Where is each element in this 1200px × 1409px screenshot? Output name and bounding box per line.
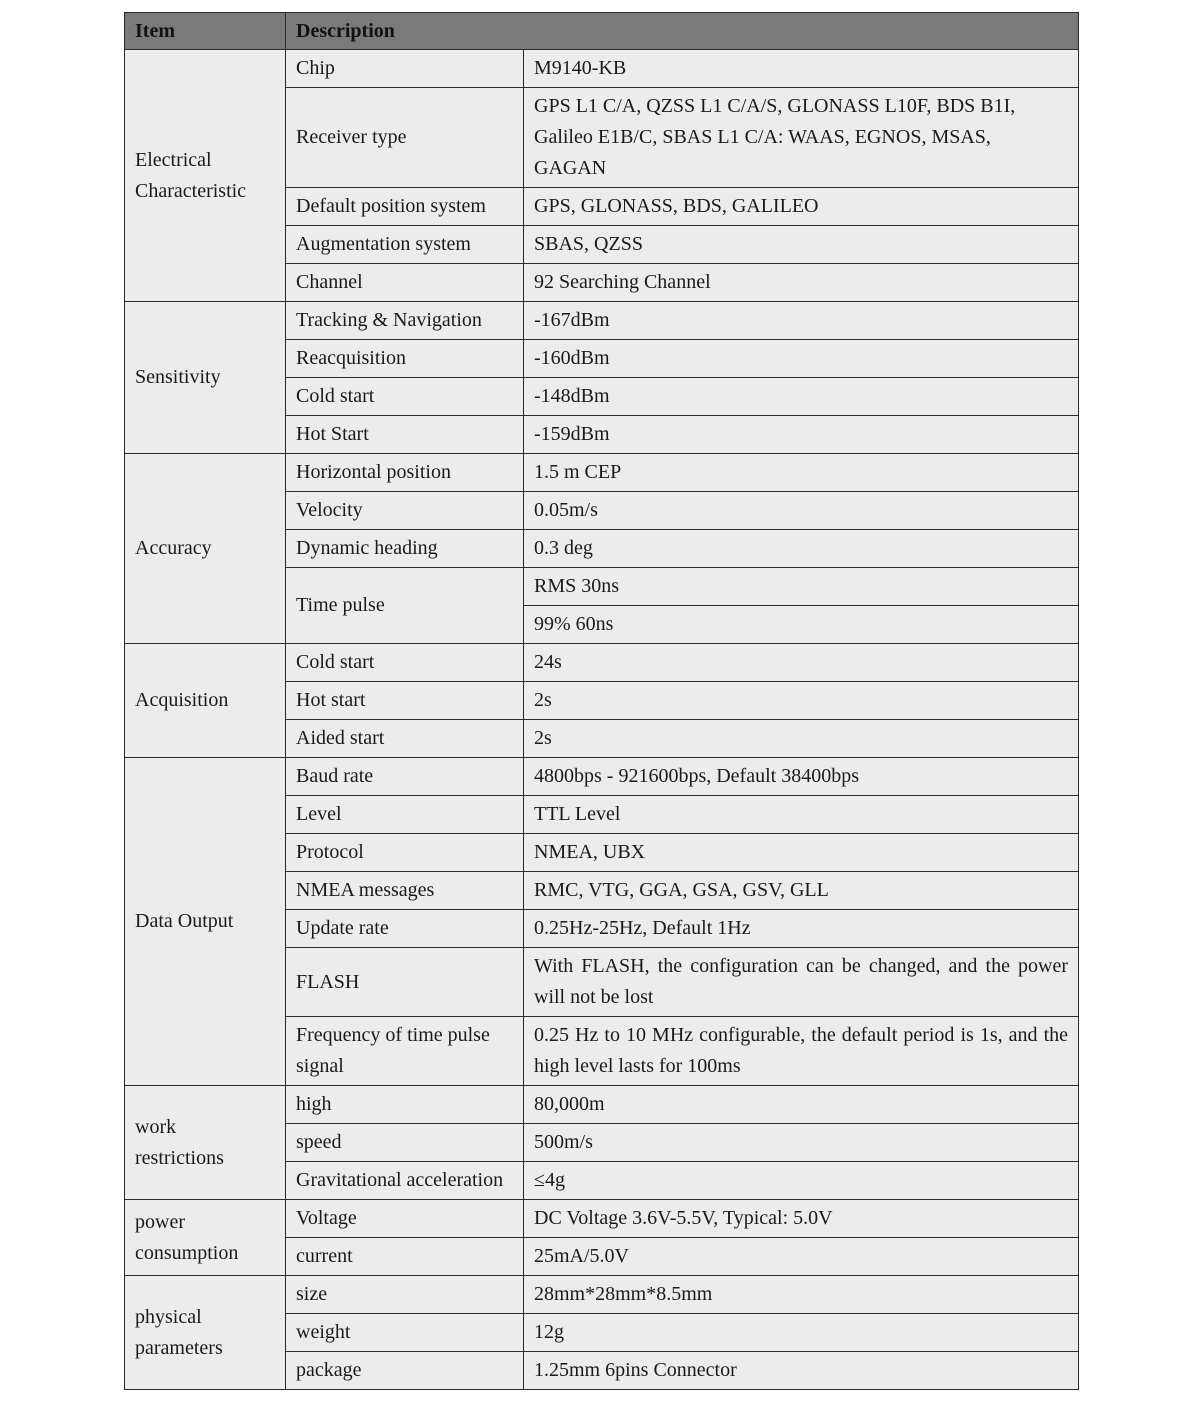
spec-value: 25mA/5.0V xyxy=(524,1238,1079,1276)
group-name-line: consumption xyxy=(135,1241,239,1264)
spec-label: Horizontal position xyxy=(286,454,524,492)
spec-value: RMC, VTG, GGA, GSA, GSV, GLL xyxy=(524,872,1079,910)
table-row xyxy=(125,644,1079,682)
spec-label: Receiver type xyxy=(286,88,524,188)
spec-label: Frequency of time pulse signal xyxy=(286,1017,524,1086)
spec-label: package xyxy=(286,1352,524,1390)
spec-label: Aided start xyxy=(286,720,524,758)
spec-label: Hot start xyxy=(286,682,524,720)
spec-value: 2s xyxy=(524,682,1079,720)
group-name-line: Characteristic xyxy=(135,179,247,202)
spec-label: Level xyxy=(286,796,524,834)
spec-value: 80,000m xyxy=(524,1086,1079,1124)
table-row xyxy=(125,1086,1079,1124)
spec-value: -160dBm xyxy=(524,340,1079,378)
spec-label: high xyxy=(286,1086,524,1124)
spec-value: M9140-KB xyxy=(524,50,1079,88)
spec-value: 0.25Hz-25Hz, Default 1Hz xyxy=(524,910,1079,948)
spec-label: Protocol xyxy=(286,834,524,872)
spec-label: NMEA messages xyxy=(286,872,524,910)
spec-label: Dynamic heading xyxy=(286,530,524,568)
spec-label: Baud rate xyxy=(286,758,524,796)
spec-value: 28mm*28mm*8.5mm xyxy=(524,1276,1079,1314)
spec-value: 500m/s xyxy=(524,1124,1079,1162)
spec-value: 99% 60ns xyxy=(524,606,1079,644)
spec-value: With FLASH, the configuration can be changed, and the power will not be lost xyxy=(524,948,1079,1017)
group-name-line: Electrical xyxy=(135,148,212,171)
spec-label: Channel xyxy=(286,264,524,302)
spec-value: 0.05m/s xyxy=(524,492,1079,530)
spec-value: GPS L1 C/A, QZSS L1 C/A/S, GLONASS L10F, BDS B1I, Galileo E1B/C, SBAS L1 C/A: WAAS, EGNOS, MSAS, GAGAN xyxy=(524,88,1079,188)
header-row xyxy=(125,13,1079,50)
spec-value: NMEA, UBX xyxy=(524,834,1079,872)
header-item: Item xyxy=(125,13,286,50)
table-row xyxy=(125,1276,1079,1314)
spec-label: Update rate xyxy=(286,910,524,948)
group-name-line: physical xyxy=(135,1305,202,1328)
table-row xyxy=(125,302,1079,340)
spec-label: Gravitational acceleration xyxy=(286,1162,524,1200)
group-name-line: parameters xyxy=(135,1336,223,1359)
spec-value: -148dBm xyxy=(524,378,1079,416)
spec-label: Cold start xyxy=(286,644,524,682)
group-sensitivity: Sensitivity xyxy=(125,302,286,454)
group-physical-parameters xyxy=(125,1276,286,1390)
spec-value: GPS, GLONASS, BDS, GALILEO xyxy=(524,188,1079,226)
spec-label: Reacquisition xyxy=(286,340,524,378)
spec-label: weight xyxy=(286,1314,524,1352)
group-acquisition: Acquisition xyxy=(125,644,286,758)
spec-value: TTL Level xyxy=(524,796,1079,834)
spec-label: current xyxy=(286,1238,524,1276)
spec-label: speed xyxy=(286,1124,524,1162)
spec-label: Default position system xyxy=(286,188,524,226)
spec-value: 0.25 Hz to 10 MHz configurable, the default period is 1s, and the high level lasts for 100ms xyxy=(524,1017,1079,1086)
group-name-line: power xyxy=(135,1210,185,1233)
spec-table xyxy=(124,12,1079,1390)
table-row xyxy=(125,1200,1079,1238)
spec-value: DC Voltage 3.6V-5.5V, Typical: 5.0V xyxy=(524,1200,1079,1238)
spec-label: Velocity xyxy=(286,492,524,530)
spec-label: FLASH xyxy=(286,948,524,1017)
spec-value: SBAS, QZSS xyxy=(524,226,1079,264)
spec-label: Chip xyxy=(286,50,524,88)
spec-label: Hot Start xyxy=(286,416,524,454)
header-description: Description xyxy=(286,13,1079,50)
spec-value: 1.5 m CEP xyxy=(524,454,1079,492)
spec-label: Voltage xyxy=(286,1200,524,1238)
spec-value: 0.3 deg xyxy=(524,530,1079,568)
group-work-restrictions xyxy=(125,1086,286,1200)
spec-label: Augmentation system xyxy=(286,226,524,264)
spec-value: 1.25mm 6pins Connector xyxy=(524,1352,1079,1390)
spec-value: 12g xyxy=(524,1314,1079,1352)
spec-value: 92 Searching Channel xyxy=(524,264,1079,302)
group-name-line: work xyxy=(135,1115,177,1138)
spec-label: size xyxy=(286,1276,524,1314)
spec-value: RMS 30ns xyxy=(524,568,1079,606)
spec-value: 4800bps - 921600bps, Default 38400bps xyxy=(524,758,1079,796)
spec-label: Cold start xyxy=(286,378,524,416)
group-accuracy: Accuracy xyxy=(125,454,286,644)
group-power-consumption xyxy=(125,1200,286,1276)
spec-value: ≤4g xyxy=(524,1162,1079,1200)
spec-value: 2s xyxy=(524,720,1079,758)
table-row xyxy=(125,454,1079,492)
table-row xyxy=(125,50,1079,88)
spec-value: 24s xyxy=(524,644,1079,682)
spec-value: -159dBm xyxy=(524,416,1079,454)
group-name-line: restrictions xyxy=(135,1146,224,1169)
table-row xyxy=(125,758,1079,796)
group-electrical-characteristic xyxy=(125,50,286,302)
spec-value: -167dBm xyxy=(524,302,1079,340)
spec-label: Tracking & Navigation xyxy=(286,302,524,340)
spec-label: Time pulse xyxy=(286,568,524,644)
group-data-output: Data Output xyxy=(125,758,286,1086)
